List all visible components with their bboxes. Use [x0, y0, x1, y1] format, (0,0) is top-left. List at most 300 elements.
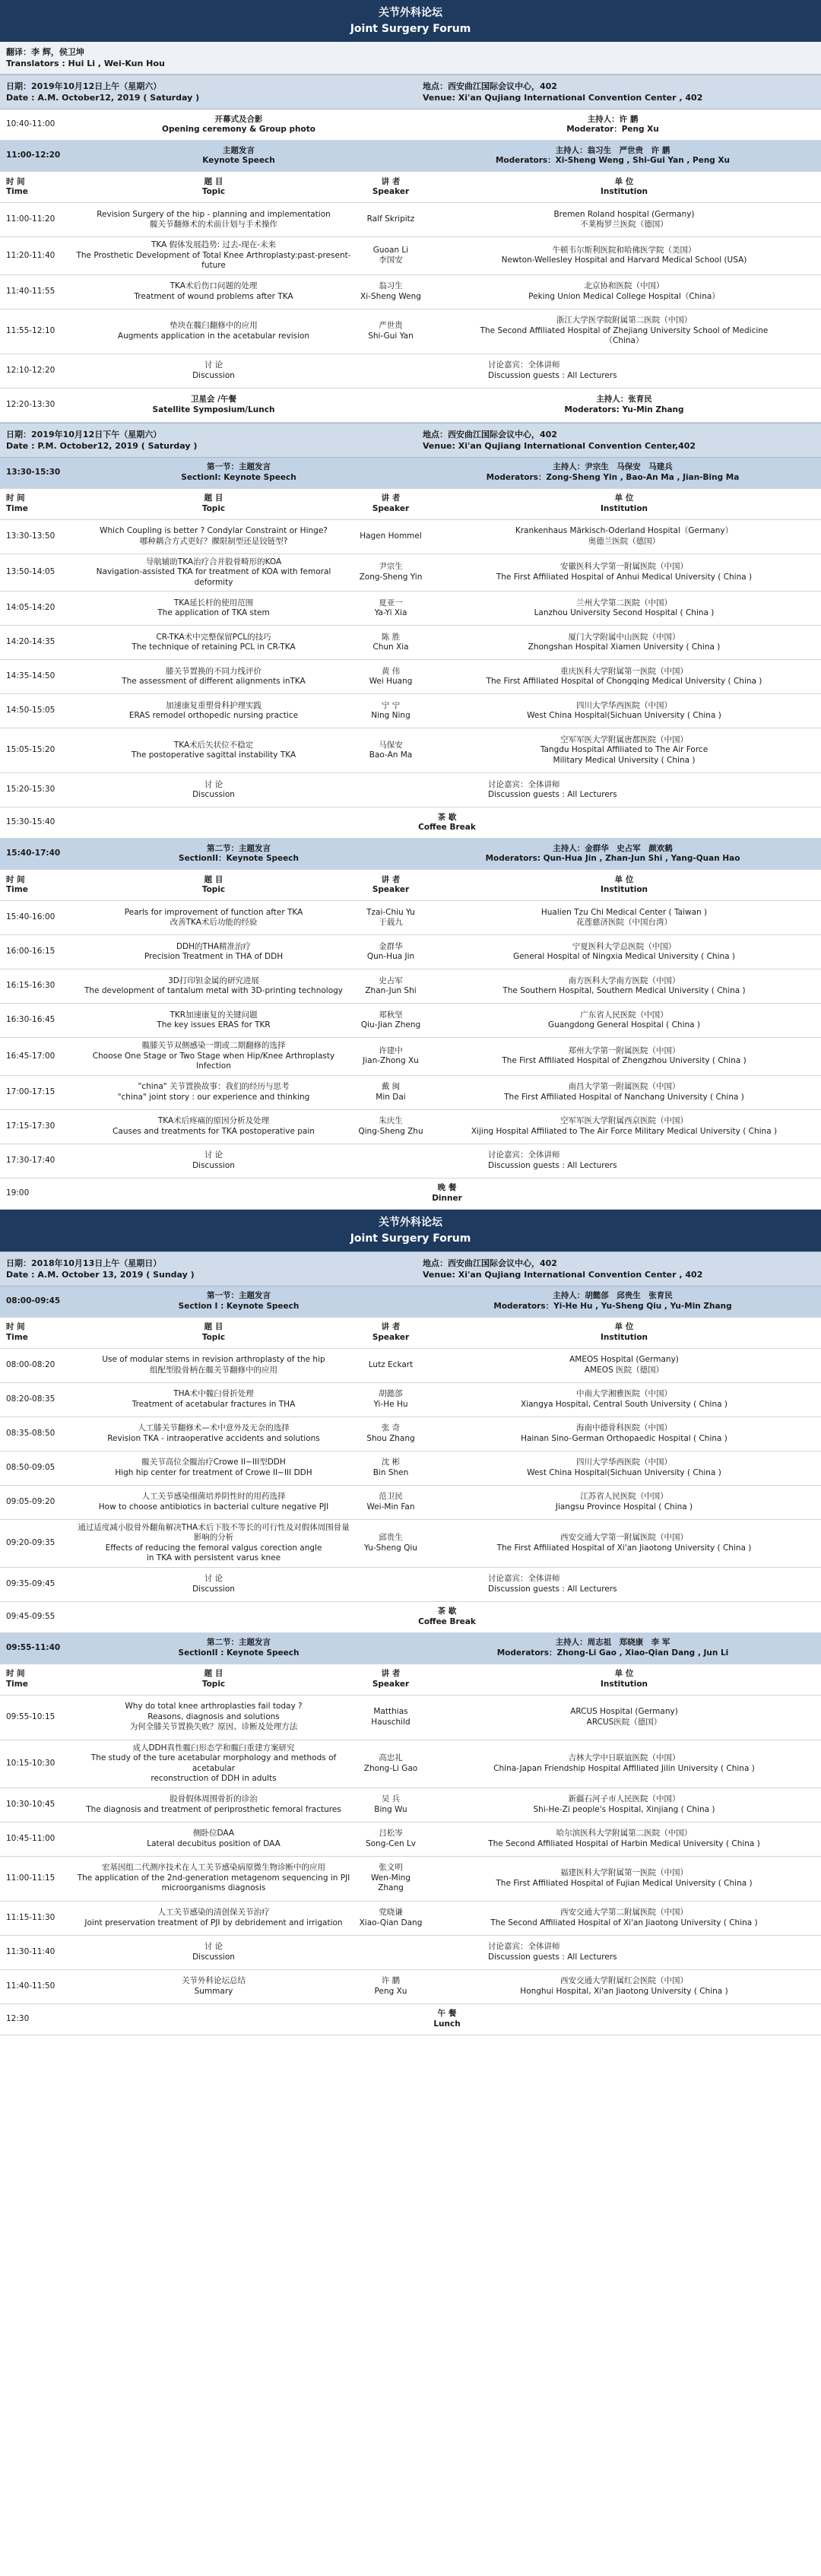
- institution-line2: 花莲慈济医院（中国台湾）: [576, 918, 672, 927]
- session-header-row: [0, 141, 821, 172]
- talk-row: [0, 1038, 821, 1076]
- time-text: 11:00-11:15: [6, 1873, 55, 1883]
- topic-line2: Augments application in the acetabular revision: [117, 331, 310, 341]
- topic-line2: Effects of reducing the femoral valgus corection angle: [105, 1543, 322, 1553]
- talk-row: [0, 1696, 821, 1740]
- topic-cell: [73, 1144, 354, 1178]
- topic-line1: 人工关节感染的清创保关节治疗: [157, 1908, 270, 1917]
- speaker-line1: 黄 伟: [381, 666, 401, 676]
- topic-line2: Topic: [201, 1332, 226, 1342]
- topic-line1: 导航辅助TKA治疗合并股骨畸形的KOA: [145, 557, 282, 566]
- break-time: 10:40-11:00: [6, 119, 55, 129]
- time-text: 时 间: [6, 874, 25, 884]
- topic-cell: [73, 1004, 354, 1037]
- topic-line2: Causes and treatments for TKA postoperative pain: [113, 1126, 315, 1136]
- break-title-en: Lunch: [433, 2019, 461, 2029]
- talk-row: [0, 1520, 821, 1568]
- speaker-line2: Qing-Sheng Zhu: [358, 1126, 423, 1136]
- institution-line1: 讨论嘉宾：全体讲师: [488, 1574, 560, 1583]
- time-text: 17:00-17:15: [6, 1087, 55, 1096]
- topic-line1: THA术中髋臼骨折处理: [173, 1389, 254, 1398]
- topic-cell: [73, 935, 354, 969]
- time-text-en: Time: [6, 1679, 28, 1689]
- institution-line2: West China Hospital(Sichuan University ( China ): [527, 711, 721, 720]
- talk-row: [0, 1970, 821, 2004]
- topic-line2: Lateral decubitus position of DAA: [147, 1838, 281, 1848]
- session-title-cn: 第一节：主题发言: [207, 462, 271, 471]
- speaker-line1: 朱庆生: [379, 1116, 403, 1125]
- session-title: [73, 458, 404, 488]
- institution-cell: [427, 354, 821, 388]
- institution-line3: （China）: [604, 336, 644, 346]
- institution-line2: Discussion guests : All Lecturers: [488, 790, 617, 799]
- institution-line2: Peking Union Medical College Hospital（China）: [528, 291, 720, 301]
- time-cell: [0, 1936, 73, 1969]
- speaker-line2: Speaker: [372, 885, 410, 894]
- institution-line2: The Southern Hospital, Southern Medical University ( China ): [502, 986, 746, 995]
- speaker-cell: [354, 1076, 427, 1109]
- topic-cell: [73, 309, 354, 354]
- speaker-line1: 严世贵: [379, 321, 403, 330]
- moderators-en: Moderators：Yi-He Hu , Yu-Sheng Qiu , Yu-Min Zhang: [493, 1301, 732, 1311]
- speaker-line2: Ning Ning: [371, 711, 410, 720]
- topic-line3: in TKA with persistent varus knee: [146, 1553, 281, 1562]
- speaker-line2: Jian-Zhong Xu: [363, 1056, 419, 1066]
- speaker-cell: [354, 203, 427, 236]
- speaker-line2: Shi-Gui Yan: [368, 331, 414, 341]
- speaker-line2: Peng Xu: [374, 1986, 407, 1996]
- column-header-row: [0, 489, 821, 520]
- session-title-en: Section I : Keynote Speech: [178, 1301, 300, 1311]
- talk-row: [0, 592, 821, 626]
- institution-cell: [427, 1740, 821, 1788]
- time-text-en: Time: [6, 503, 28, 513]
- institution-line2: 奥德兰医院（德国）: [588, 536, 661, 546]
- institution-line2: The First Affiliated Hospital of Chongqing Medical University ( China ): [486, 677, 762, 686]
- speaker-line2: Bing Wu: [374, 1804, 407, 1814]
- topic-line3: microorganisms diagnosis: [161, 1883, 266, 1893]
- institution-line1: 福建医科大学附属第一医院（中国）: [560, 1868, 688, 1877]
- topic-cell: [73, 1740, 354, 1788]
- time-text: 11:40-11:55: [6, 286, 55, 296]
- topic-cell: [73, 1349, 354, 1382]
- topic-line2: 哪种耦合方式更好？髁限制型还是铰链型?: [139, 536, 288, 546]
- topic-line2: Reasons, diagnosis and solutions: [147, 1712, 280, 1721]
- topic-cell: [73, 1318, 354, 1348]
- topic-cell: [73, 1520, 354, 1567]
- topic-line1: Revision Surgery of the hip - planning and implementation: [97, 209, 331, 219]
- institution-line1: 哈尔滨医科大学附属第二医院（中国）: [556, 1829, 693, 1838]
- time-cell: [0, 1520, 73, 1567]
- talk-row: [0, 1936, 821, 1970]
- institution-cell: [427, 1520, 821, 1567]
- institution-line1: 宁夏医科大学总医院（中国）: [572, 941, 677, 951]
- speaker-line2: Xiao-Qian Dang: [359, 1918, 423, 1927]
- topic-line2: The application of TKA stem: [157, 608, 270, 617]
- topic-line2: Satellite Symposium/Lunch: [152, 404, 275, 414]
- time-text: 14:50-15:05: [6, 706, 55, 715]
- speaker-cell: [354, 389, 427, 422]
- time-cell: [0, 354, 73, 388]
- moderators-en: Moderator：Peng Xu: [566, 125, 659, 134]
- topic-line2: Treatment of acetabular fractures in THA: [132, 1399, 296, 1409]
- talk-row: [0, 1110, 821, 1144]
- topic-line2: Navigation-assisted TKA for treatment of KOA with femoral deformity: [96, 567, 331, 587]
- time-text: 16:00-16:15: [6, 947, 55, 956]
- institution-line2: Guangdong General Hospital ( China ): [547, 1020, 701, 1029]
- time-text: 17:15-17:30: [6, 1121, 55, 1131]
- time-cell: [0, 1788, 73, 1822]
- speaker-line2: Speaker: [372, 503, 410, 513]
- break-row: [0, 807, 821, 839]
- topic-cell: [73, 489, 354, 519]
- institution-line2: West China Hospital(Sichuan University ( China ): [527, 1467, 721, 1477]
- topic-line2: 髋关节翻修术的术前计划与手术操作: [150, 220, 277, 229]
- moderators: [404, 458, 821, 488]
- topic-line1: TKA术后矢状位不稳定: [173, 740, 254, 750]
- institution-cell: [427, 1970, 821, 2003]
- topic-cell: [73, 660, 354, 693]
- topic-cell: [73, 1970, 354, 2003]
- moderators-cn: 主持人：许 鹏: [587, 114, 639, 124]
- institution-line2: Hainan Sino-German Orthopaedic Hospital ( China ): [521, 1433, 727, 1443]
- topic-cell: [73, 694, 354, 728]
- time-text: 15:05-15:20: [6, 745, 55, 755]
- speaker-line1: 邱贵生: [379, 1533, 403, 1542]
- institution-cell: [427, 1038, 821, 1075]
- moderators: [404, 1286, 821, 1317]
- time-text: 09:05-09:20: [6, 1496, 55, 1506]
- topic-line2: Topic: [201, 187, 226, 196]
- session-header-row: [0, 458, 821, 489]
- topic-line1: Why do total knee arthroplasties fail today ?: [125, 1702, 303, 1712]
- speaker-line2: Wen-Ming: [371, 1873, 410, 1883]
- topic-line1: 讨 论: [204, 1574, 223, 1583]
- talk-row: [0, 1076, 821, 1110]
- moderators-en: Moderators：Zhong-Li Gao , Xiao-Qian Dang , Jun Li: [496, 1648, 729, 1658]
- institution-cell: [427, 520, 821, 554]
- talk-row: [0, 1902, 821, 1936]
- institution-line1: 浙江大学医学院附属第二医院（中国）: [556, 316, 693, 325]
- time-cell: [0, 172, 73, 202]
- speaker-line1: Tzai-Chiu Yu: [366, 907, 415, 917]
- topic-line1: 题 目: [204, 1669, 223, 1678]
- session-header-row: [0, 1286, 821, 1318]
- time-cell: [0, 935, 73, 969]
- talk-row: [0, 354, 821, 389]
- time-cell: [0, 1486, 73, 1519]
- institution-line1: 重庆医科大学附属第一医院（中国）: [560, 666, 688, 676]
- topic-line3: reconstruction of DDH in adults: [151, 1774, 277, 1783]
- speaker-line1: 讲 者: [381, 1669, 401, 1678]
- speaker-cell: [354, 1788, 427, 1822]
- topic-cell: [73, 237, 354, 274]
- topic-line1: 成人DDH真性髋臼形态学和髋臼重建方案研究: [132, 1743, 295, 1753]
- speaker-cell: [354, 520, 427, 554]
- topic-cell: [73, 626, 354, 659]
- forum1-block-morning: [0, 75, 821, 423]
- institution-cell: [427, 935, 821, 969]
- topic-line1: DDH的THA精准治疗: [176, 941, 252, 951]
- speaker-cell: [354, 1857, 427, 1901]
- time-cell: [0, 1076, 73, 1109]
- institution-line2: Jiangsu Province Hospital ( China ): [555, 1502, 693, 1512]
- topic-line1: TKA延长杆的使用范围: [173, 598, 254, 608]
- institution-line1: 四川大学华西医院（中国）: [576, 700, 672, 710]
- speaker-line1: 郑秋坚: [379, 1010, 403, 1020]
- date-en: Date : A.M. October 13, 2019 ( Sunday ): [6, 1269, 195, 1280]
- break-title-cn: 茶 歇: [437, 1607, 457, 1616]
- speaker-line1: Matthias: [373, 1707, 408, 1716]
- moderators: [404, 141, 821, 171]
- session-time: 11:00-12:20: [6, 151, 61, 160]
- talk-row: [0, 1417, 821, 1451]
- institution-line2: General Hospital of Ningxia Medical University ( China ): [512, 952, 736, 961]
- translators-cn: 翻译：李 辉，侯卫坤: [6, 47, 84, 57]
- speaker-line1: 讲 者: [381, 874, 401, 884]
- topic-line2: Treatment of wound problems after TKA: [134, 291, 293, 301]
- speaker-cell: [354, 1902, 427, 1935]
- topic-cell: [73, 969, 354, 1003]
- session-title-cn: 第二节：主题发言: [207, 843, 271, 853]
- institution-cell: [427, 1823, 821, 1856]
- talk-row: [0, 773, 821, 807]
- speaker-line3: Zhang: [378, 1883, 404, 1893]
- time-cell: [0, 389, 73, 422]
- speaker-line1: Guoan Li: [372, 245, 409, 255]
- time-cell: [0, 728, 73, 772]
- break-title-cn: 午 餐: [437, 2009, 457, 2018]
- institution-line2: Discussion guests : All Lecturers: [488, 1584, 617, 1594]
- institution-cell: [427, 1144, 821, 1178]
- institution-line2: Tangdu Hospital Affiliated to The Air Force: [540, 745, 708, 755]
- topic-cell: [73, 172, 354, 202]
- time-text: 11:40-11:50: [6, 1981, 55, 1991]
- topic-line1: 讨 论: [204, 1942, 223, 1951]
- session-header-row: [0, 839, 821, 870]
- talk-row: [0, 1486, 821, 1520]
- speaker-cell: [354, 309, 427, 354]
- time-text: 11:00-11:20: [6, 214, 55, 224]
- time-cell: [0, 203, 73, 236]
- break-title-cn: 茶 歇: [437, 812, 457, 822]
- topic-line1: 关节外科论坛总结: [182, 1976, 246, 1985]
- institution-line2: Discussion guests : All Lecturers: [488, 370, 617, 380]
- institution-cell: [427, 1696, 821, 1740]
- session-time: 13:30-15:30: [6, 467, 61, 477]
- institution-line1: 广东省人民医院（中国）: [580, 1010, 668, 1020]
- session-title-cn: 第二节：主题发言: [207, 1638, 271, 1647]
- institution-cell: [427, 554, 821, 592]
- time-cell: [0, 694, 73, 728]
- time-text: 11:15-11:30: [6, 1912, 55, 1922]
- topic-line2: Revision TKA - intraoperative accidents and solutions: [107, 1433, 320, 1443]
- topic-line1: 髋关节高位全髋治疗Crowe II~III型DDH: [141, 1458, 286, 1467]
- topic-cell: [73, 773, 354, 807]
- topic-line2: Discussion: [192, 1584, 235, 1594]
- moderators-cn: 主持人：周志祖 郑晓康 李 军: [555, 1638, 670, 1647]
- break-time: 19:00: [6, 1188, 30, 1198]
- time-text: 时 间: [6, 1322, 25, 1331]
- topic-cell: [73, 592, 354, 625]
- topic-line1: 膝关节置换的不同力线评价: [166, 666, 262, 676]
- institution-line1: 中南大学湘雅医院（中国）: [576, 1389, 672, 1398]
- speaker-line2: Ya-Yi Xia: [374, 608, 407, 617]
- break-row: [0, 109, 821, 141]
- talk-row: [0, 554, 821, 592]
- topic-line2: Discussion: [192, 790, 235, 799]
- speaker-cell: [354, 489, 427, 519]
- time-text: 09:20-09:35: [6, 1537, 55, 1547]
- talk-row: [0, 1349, 821, 1383]
- institution-line2: Institution: [600, 187, 648, 196]
- topic-line1: 通过适度减小股骨外翻角解决THA术后下肢不等长的可行性及对假体周围骨量影响的分析: [78, 1522, 350, 1542]
- time-cell: [0, 1038, 73, 1075]
- topic-line2: Precision Treatment in THA of DDH: [144, 952, 284, 961]
- time-cell: [0, 660, 73, 693]
- forum1-title-en: Joint Surgery Forum: [350, 23, 471, 35]
- topic-line2: ERAS remodel orthopedic nursing practice: [128, 711, 299, 720]
- venue-en: Venue: Xi'an Qujiang International Convention Center , 402: [423, 93, 703, 103]
- time-text: 08:00-08:20: [6, 1359, 55, 1369]
- institution-line2: The First Affiliated Hospital of Anhui Medical University ( China ): [496, 572, 753, 582]
- topic-line2: The technique of retaining PCL in CR-TKA: [132, 642, 296, 652]
- time-text: 17:30-17:40: [6, 1155, 55, 1165]
- session-title: [73, 1633, 404, 1664]
- topic-cell: [73, 728, 354, 772]
- institution-line1: 南方医科大学南方医院（中国）: [568, 976, 680, 985]
- forum1-block-afternoon: [0, 423, 821, 1210]
- topic-line2: The development of tantalum metal with 3D-printing technology: [84, 986, 344, 995]
- speaker-line1: 沈 彬: [381, 1458, 401, 1467]
- topic-cell: [73, 1696, 354, 1740]
- time-text: 时 间: [6, 1669, 25, 1678]
- institution-cell: [427, 309, 821, 354]
- speaker-cell: [354, 172, 427, 202]
- venue-cell: [417, 424, 821, 457]
- talk-row: [0, 1823, 821, 1857]
- speaker-line1: 夏亚一: [379, 598, 403, 608]
- speaker-line1: 范卫民: [379, 1492, 403, 1501]
- speaker-cell: [354, 1349, 427, 1382]
- topic-cell: [73, 1568, 354, 1601]
- speaker-line2: 李国安: [379, 255, 403, 265]
- talk-row: [0, 389, 821, 423]
- institution-cell: [427, 1451, 821, 1485]
- institution-line2: The Second Affiliated Hospital of Harbin Medical University ( China ): [488, 1838, 760, 1848]
- topic-cell: [73, 1451, 354, 1485]
- institution-cell: [427, 1568, 821, 1601]
- institution-line2: Institution: [600, 1679, 648, 1689]
- institution-line2: Xiangya Hospital, Central South University ( China ): [521, 1399, 727, 1409]
- time-text-en: Time: [6, 1332, 28, 1342]
- speaker-line2: Qun-Hua Jin: [366, 952, 415, 961]
- speaker-line2: 于载九: [379, 918, 403, 927]
- topic-cell: [73, 1936, 354, 1969]
- date-cn: 日期：2019年10月12日下午（星期六）: [6, 429, 162, 439]
- institution-line1: 单 位: [614, 874, 634, 884]
- speaker-line2: Zong-Sheng Yin: [359, 572, 423, 582]
- time-cell: [0, 1110, 73, 1144]
- talk-row: [0, 728, 821, 773]
- talk-row: [0, 1004, 821, 1038]
- institution-cell: [427, 1004, 821, 1037]
- speaker-cell: [354, 1318, 427, 1348]
- speaker-line1: 讲 者: [381, 1322, 401, 1331]
- topic-cell: [73, 203, 354, 236]
- time-text: 09:55-10:15: [6, 1712, 55, 1721]
- institution-cell: [427, 1788, 821, 1822]
- topic-line2: Joint preservation treatment of PJI by debridement and irrigation: [84, 1918, 343, 1927]
- speaker-line1: 高忠礼: [379, 1753, 403, 1762]
- speaker-cell: [354, 592, 427, 625]
- institution-cell: [427, 1076, 821, 1109]
- event-title: [73, 109, 404, 140]
- speaker-cell: [354, 1486, 427, 1519]
- institution-cell: [427, 1110, 821, 1144]
- institution-line1: 安徽医科大学第一附属医院（中国）: [560, 562, 688, 572]
- time-text: 时 间: [6, 176, 25, 186]
- column-header-row: [0, 172, 821, 203]
- institution-line1: 牛顿韦尔斯利医院和哈佛医学院（美国）: [552, 245, 696, 255]
- topic-cell: [73, 1902, 354, 1935]
- session-time: 15:40-17:40: [6, 849, 61, 858]
- break-row: [0, 2004, 821, 2035]
- institution-line1: 吉林大学中日联谊医院（中国）: [568, 1753, 680, 1762]
- venue-cn: 地点：西安曲江国际会议中心，402: [423, 81, 557, 91]
- topic-cell: [73, 354, 354, 388]
- time-cell: [0, 1664, 73, 1695]
- speaker-line1: 宁 宁: [381, 700, 401, 710]
- topic-line1: TKA术后伤口问题的处理: [170, 281, 258, 290]
- talk-row: [0, 901, 821, 935]
- institution-cell: [427, 203, 821, 236]
- speaker-line2: Bao-An Ma: [369, 750, 413, 760]
- institution-line2: Shi-He-Zi people's Hospital, Xinjiang ( China ): [533, 1804, 715, 1814]
- time-cell: [0, 1144, 73, 1178]
- speaker-line2: Qiu-Jian Zheng: [360, 1020, 421, 1029]
- date-venue-band: [0, 1252, 821, 1286]
- moderators-en: Moderators: Qun-Hua Jin , Zhan-Jun Shi , Yang-Quan Hao: [485, 854, 740, 863]
- institution-line1: 讨论嘉宾：全体讲师: [488, 1150, 560, 1160]
- session-title-en: Keynote Speech: [202, 156, 275, 165]
- time-text: 12:20-13:30: [6, 399, 55, 409]
- institution-line1: 四川大学华西医院（中国）: [576, 1458, 672, 1467]
- speaker-cell: [354, 1520, 427, 1567]
- institution-cell: [427, 1902, 821, 1935]
- forum2-block-sunday: [0, 1252, 821, 2035]
- date-venue-band: [0, 423, 821, 458]
- speaker-cell: [354, 1568, 427, 1601]
- institution-line1: 西安交通大学附属红会医院（中国）: [560, 1976, 688, 1985]
- date-cell: [0, 1252, 417, 1286]
- speaker-line1: 许 鹏: [381, 1976, 401, 1985]
- event-title-cn: 开幕式及合影: [214, 114, 263, 124]
- speaker-line1: 尹宗生: [379, 562, 403, 572]
- institution-cell: [427, 1318, 821, 1348]
- topic-cell: [73, 1486, 354, 1519]
- time-text: 14:20-14:35: [6, 637, 55, 647]
- institution-line1: 单 位: [614, 1322, 634, 1331]
- time-text-en: Time: [6, 885, 28, 894]
- talk-row: [0, 203, 821, 237]
- topic-cell: [73, 1076, 354, 1109]
- speaker-line1: 吕松岑: [379, 1829, 403, 1838]
- break-title: [73, 2004, 821, 2035]
- topic-line2: High hip center for treatment of Crowe II~III DDH: [115, 1467, 312, 1477]
- speaker-cell: [354, 1417, 427, 1451]
- break-row: [0, 1602, 821, 1633]
